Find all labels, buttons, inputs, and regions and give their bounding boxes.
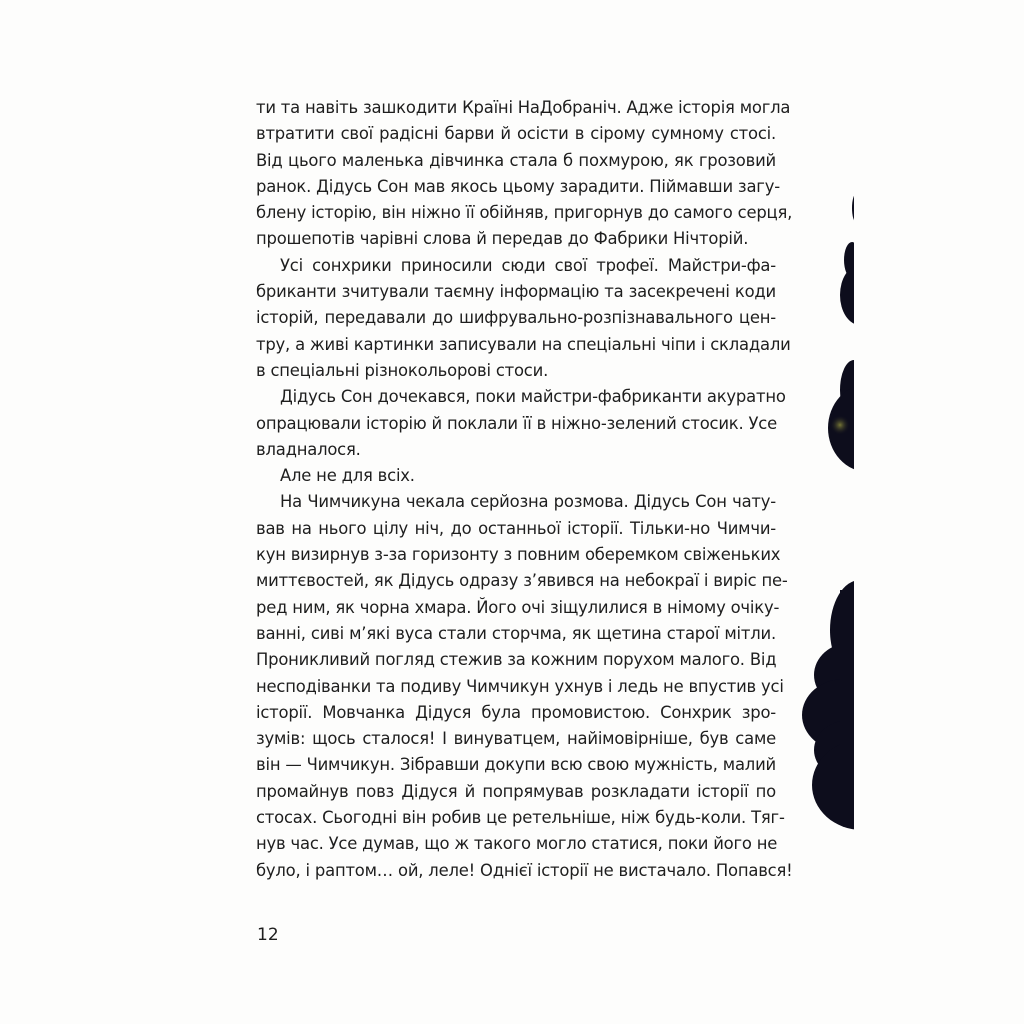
text-line: прошепотів чарівні слова й передав до Фабрики Нічторій. — [256, 229, 749, 249]
text-line: було, і раптом… ой, леле! Однієї історії не вистачало. Попався! — [256, 860, 793, 880]
text-line: ти та навіть зашкодити Країні НаДобраніч. Адже історія могла — [256, 98, 791, 117]
text-line: ванні, сиві м’які вуса стали сторчма, як щетина старої мітли. — [256, 623, 776, 643]
text-line: кун визирнув з-за горизонту з повним оберемком свіженьких — [256, 545, 781, 565]
text-line: блену історію, він ніжно її обійняв, пригорнув до самого серця, — [256, 203, 793, 223]
text-line: тру, а живі картинки записували на спеціальні чіпи і складали — [256, 334, 791, 354]
text-line: історій, передавали до шифрувально-розпізнавального цен- — [256, 308, 776, 328]
text-line: Проникливий погляд стежив за кожним порухом малого. Від — [256, 650, 777, 670]
text-line: стосах. Сьогодні він робив це ретельніше, ніж будь-коли. Тяг- — [256, 808, 785, 828]
text-line: Від цього маленька дівчинка стала б похмурою, як грозовий — [256, 150, 776, 170]
text-line: в спеціальні різнокольорові стоси. — [256, 360, 549, 380]
cloud-illustration — [780, 150, 854, 850]
text-line: вав на нього цілу ніч, до останньої історії. Тільки-но Чимчи- — [256, 518, 776, 538]
paragraph — [256, 253, 791, 384]
page-body-text — [256, 95, 793, 884]
text-line: ред ним, як чорна хмара. Його очі зіщулилися в німому очіку- — [256, 597, 780, 617]
text-line: опрацювали історію й поклали її в ніжно-зелений стосик. Усе — [256, 413, 777, 433]
text-line: несподіванки та подиву Чимчикун ухнув і ледь не впустив усі — [256, 676, 784, 696]
text-line: втратити свої радісні барви й осісти в сірому сумному стосі. — [256, 124, 776, 144]
text-line: Дідусь Сон дочекався, поки майстри-фабриканти акуратно — [280, 387, 786, 407]
paragraph — [256, 384, 786, 463]
dark-cloud-shapes-icon — [780, 150, 854, 850]
text-line: промайнув повз Дідуся й попрямував розкладати історії по — [256, 781, 776, 801]
text-line: На Чимчикуна чекала серйозна розмова. Дідусь Сон чату- — [280, 492, 776, 512]
paragraph — [256, 463, 776, 489]
text-line: нув час. Усе думав, що ж такого могло статися, поки його не — [256, 834, 778, 854]
text-line: Усі сонхрики приносили сюди свої трофеї. Майстри-фа- — [280, 255, 776, 275]
page-number: 12 — [257, 925, 279, 945]
text-line: Але не для всіх. — [280, 466, 415, 486]
paragraph — [256, 489, 793, 883]
text-line: історії. Мовчанка Дідуся була промовистою. Сонхрик зро- — [256, 702, 776, 722]
text-line: миттєвостей, як Дідусь одразу з’явився на небокраї і виріс пе- — [256, 571, 788, 591]
text-line: владналося. — [256, 439, 361, 459]
text-line: бриканти зчитували таємну інформацію та засекречені коди — [256, 282, 776, 302]
paragraph — [256, 95, 793, 253]
text-line: зумів: щось сталося! І винуватцем, найімовірніше, був саме — [256, 729, 776, 749]
text-line: ранок. Дідусь Сон мав якось цьому зарадити. Піймавши загу- — [256, 176, 780, 196]
text-line: він — Чимчикун. Зібравши докупи всю свою мужність, малий — [256, 755, 776, 775]
